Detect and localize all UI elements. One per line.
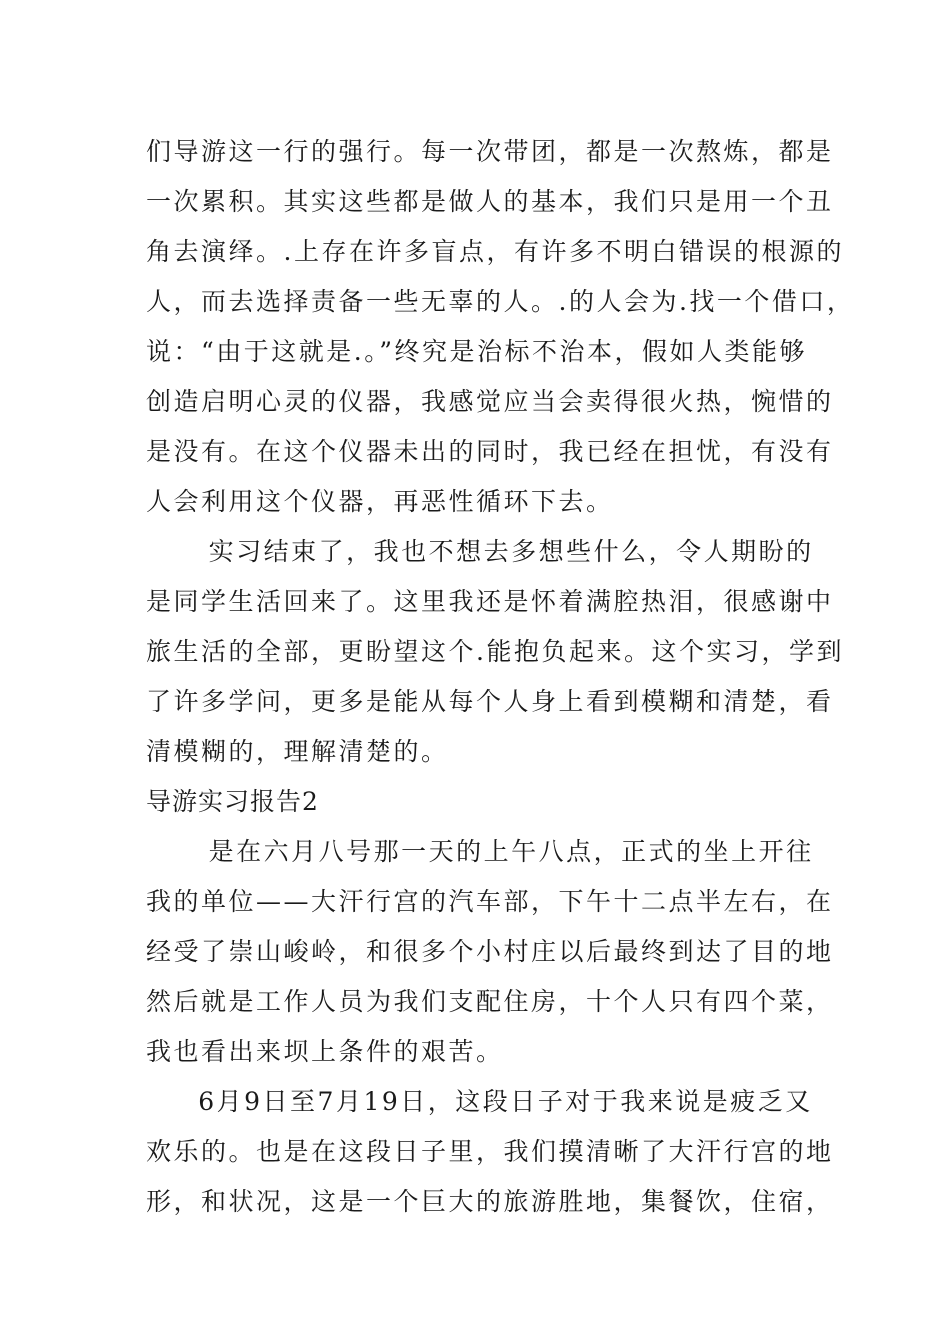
text-line: 人会利用这个仪器，再恶性循环下去。 [146,487,614,516]
text-line: 形，和状况，这是一个巨大的旅游胜地，集餐饮，住宿， [146,1187,834,1216]
text-line: 实习结束了，我也不想去多想些什么，令人期盼的 [146,537,814,566]
text-line: 是没有。在这个仪器未出的同时，我已经在担忧，有没有 [146,437,834,466]
text-line: 了许多学问，更多是能从每个人身上看到模糊和清楚，看 [146,687,834,716]
text-line: 是同学生活回来了。这里我还是怀着满腔热泪，很感谢中 [146,587,834,616]
text-line: 旅生活的全部，更盼望这个.能抱负起来。这个实习，学到 [146,637,844,666]
text-line: 6月9日至7月19日，这段日子对于我来说是疲乏又 [146,1087,813,1116]
text-line: 欢乐的。也是在这段日子里，我们摸清晰了大汗行宫的地 [146,1137,834,1166]
text-line: 清模糊的，理解清楚的。 [146,737,449,766]
text-line: 经受了崇山峻岭，和很多个小村庄以后最终到达了目的地 [146,937,834,966]
text-line: 说：“由于这就是.。”终究是治标不治本，假如人类能够 [146,337,808,366]
text-line: 人，而去选择责备一些无辜的人。.的人会为.找一个借口， [146,287,855,316]
text-line: 然后就是工作人员为我们支配住房，十个人只有四个菜， [146,987,834,1016]
text-line: 创造启明心灵的仪器，我感觉应当会卖得很火热，惋惜的 [146,387,834,416]
text-line: 们导游这一行的强行。每一次带团，都是一次熬炼，都是 [146,137,834,166]
text-line: 是在六月八号那一天的上午八点，正式的坐上开往 [146,837,814,866]
text-line: 一次累积。其实这些都是做人的基本，我们只是用一个丑 [146,187,834,216]
text-line: 我的单位——大汗行宫的汽车部，下午十二点半左右，在 [146,887,834,916]
text-line: 我也看出来坝上条件的艰苦。 [146,1037,504,1066]
section-heading: 导游实习报告2 [146,787,319,816]
text-line: 角去演绎。.上存在许多盲点，有许多不明白错误的根源的 [146,237,844,266]
